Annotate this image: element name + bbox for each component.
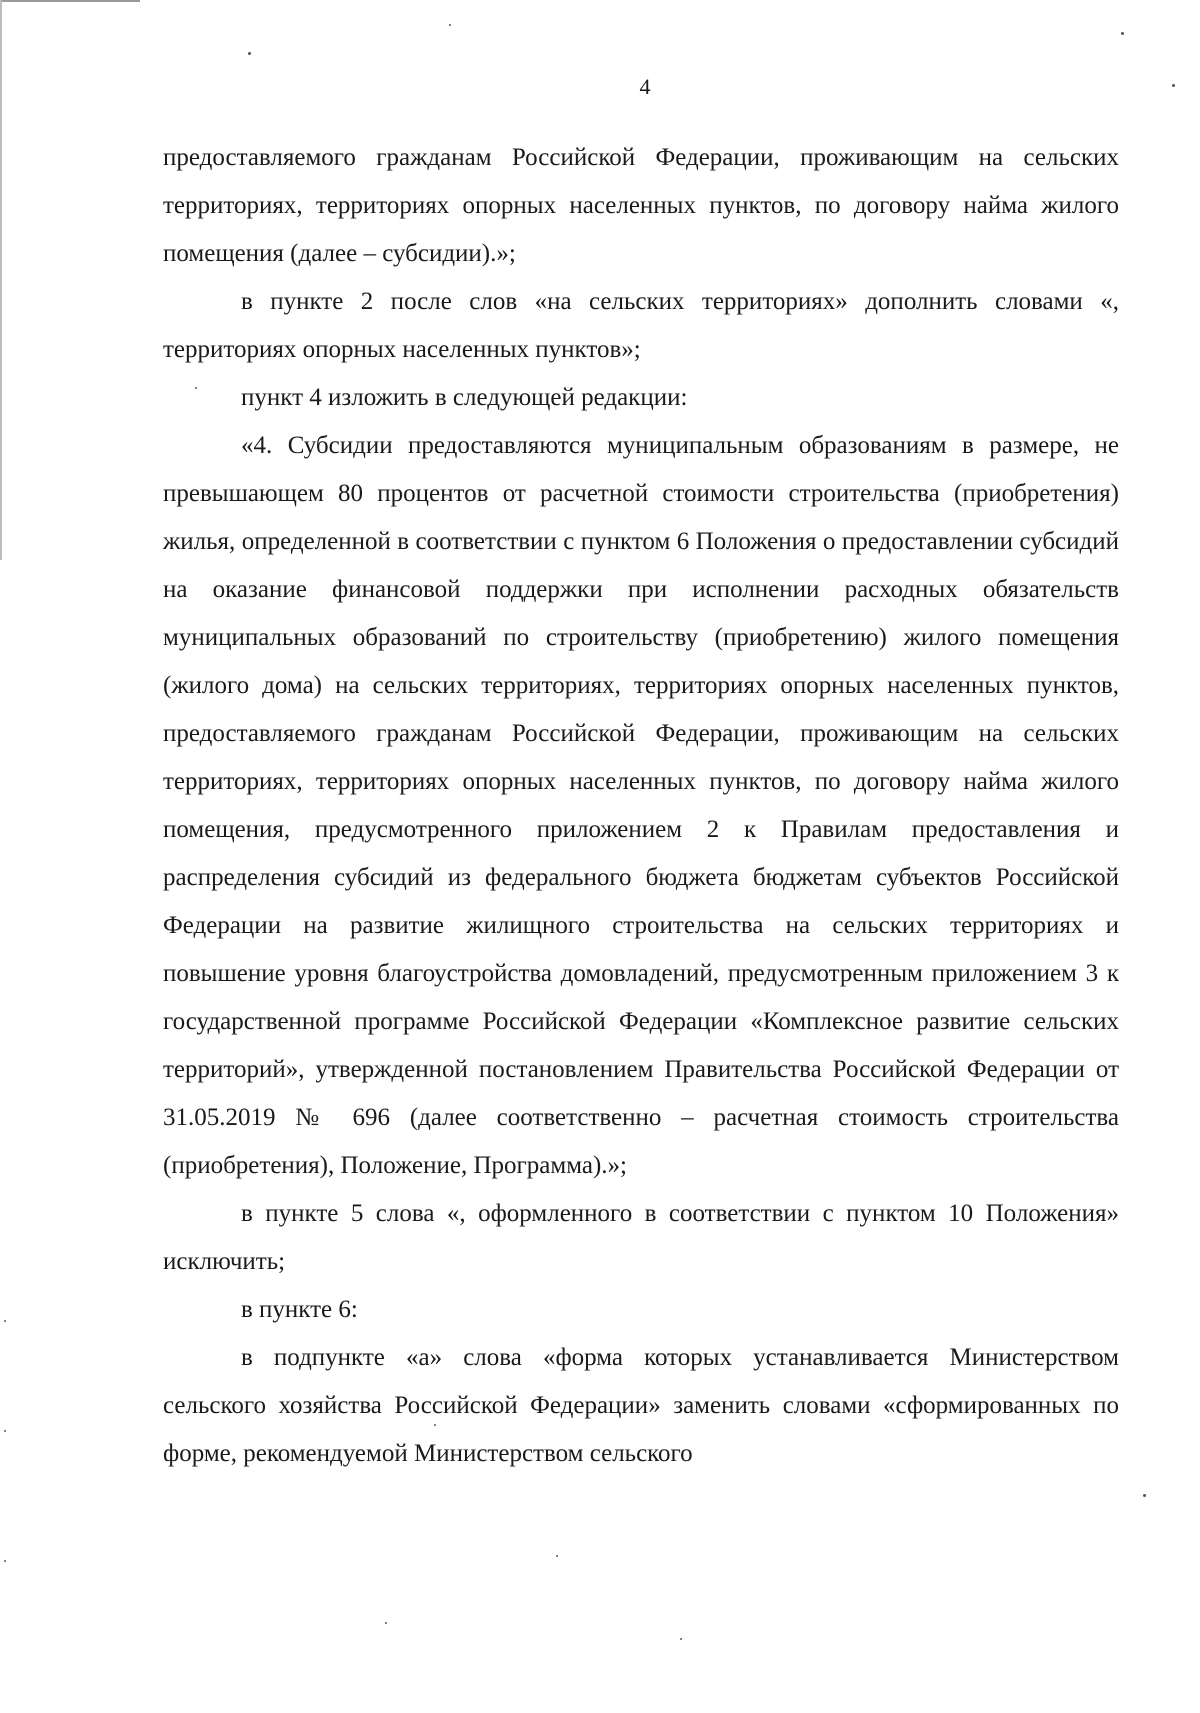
- scan-speck: [556, 1555, 558, 1557]
- scan-speck: [4, 1560, 6, 1562]
- scan-speck: [385, 1622, 387, 1624]
- paragraph-amendment-point-5: в пункте 5 слова «, оформленного в соответствии с пунктом 10 Положения» исключить;: [163, 1200, 1119, 1275]
- scan-speck: [680, 1638, 682, 1640]
- scan-speck: [1121, 32, 1124, 35]
- scan-speck: [248, 52, 251, 55]
- scan-speck: [4, 1320, 6, 1322]
- scan-speck: [1143, 1494, 1146, 1497]
- paragraph-continuation: предоставляемого гражданам Российской Федерации, проживающим на сельских территориях, территориях опорных населенных пунктов, по договору найма жилого помещения (далее – субсидии).»;: [163, 144, 1119, 267]
- paragraph-point-4-intro: пункт 4 изложить в следующей редакции:: [241, 384, 688, 411]
- scan-speck: [195, 387, 197, 389]
- scan-speck: [1172, 84, 1175, 87]
- scan-speck: [434, 1424, 436, 1426]
- scan-speck: [449, 24, 451, 26]
- paragraph-subpoint-a: в подпункте «а» слова «форма которых устанавливается Министерством сельского хозяйства Российской Федерации» заменить словами «сформированных по форме, рекомендуемой Министерством сельского: [163, 1344, 1119, 1467]
- paragraph-amendment-point-2: в пункте 2 после слов «на сельских территориях» дополнить словами «, территориях опорных населенных пунктов»;: [163, 288, 1119, 363]
- document-body: [163, 134, 1119, 1478]
- paragraph-point-4-text: «4. Субсидии предоставляются муниципальным образованиям в размере, не превышающем 80 процентов от расчетной стоимости строительства (приобретения) жилья, определенной в соответствии с пунктом 6 Положения о предоставлении субсидий на оказание финансовой поддержки при исполнении расходных обязательств муниципальных образований по строительству (приобретению) жилого помещения (жилого дома) на сельских территориях, территориях опорных населенных пунктов, предоставляемого гражданам Российской Федерации, проживающим на сельских территориях, территориях опорных населенных пунктов, по договору найма жилого помещения, предусмотренного приложением 2 к Правилам предоставления и распределения субсидий из федерального бюджета бюджетам субъектов Российской Федерации на развитие жилищного строительства на сельских территориях и повышение уровня благоустройства домовладений, предусмотренным приложением 3 к государственной программе Российской Федерации «Комплексное развитие сельских территорий», утвержденной постановлением Правительства Российской Федерации от 31.05.2019 № 696 (далее соответственно – расчетная стоимость строительства (приобретения), Положение, Программа).»;: [163, 432, 1119, 1179]
- scan-speck: [4, 1430, 6, 1432]
- page-number: 4: [639, 74, 651, 99]
- scan-edge-line: [0, 0, 140, 2]
- paragraph-point-6-intro: в пункте 6:: [241, 1296, 358, 1323]
